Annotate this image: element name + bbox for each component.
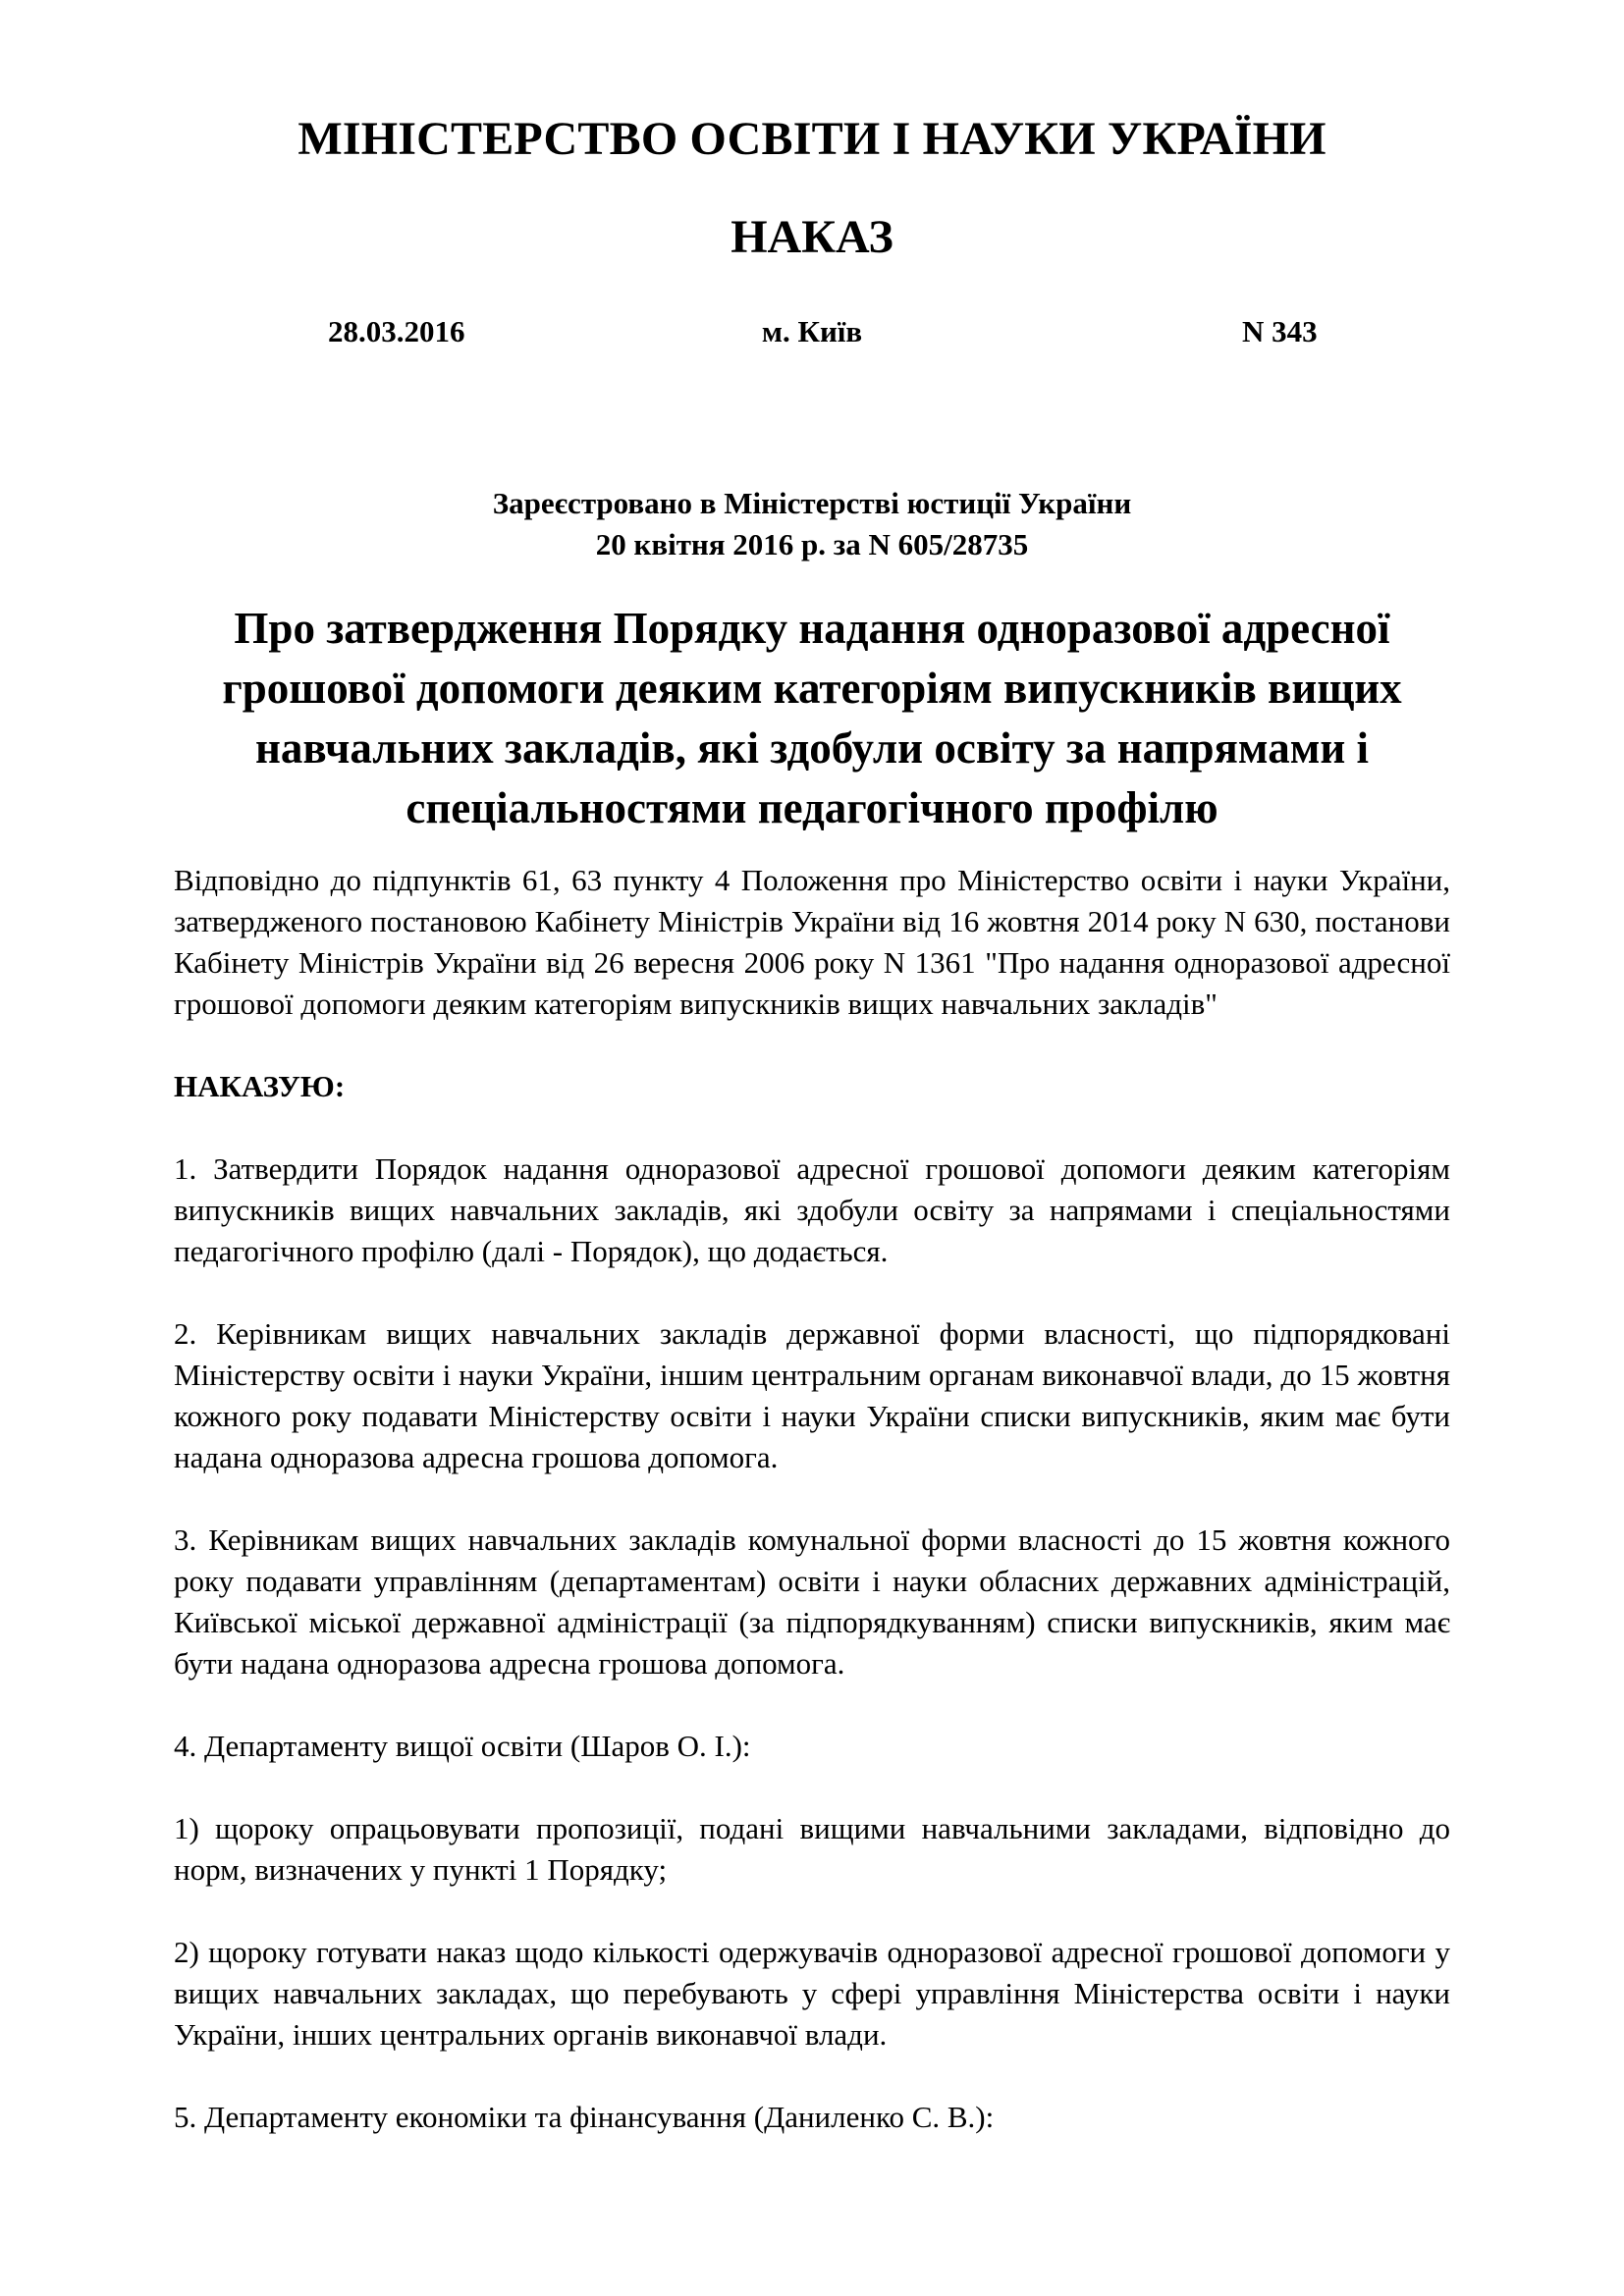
order-city: м. Київ <box>761 314 863 348</box>
registration-line-1: Зареєстровано в Міністерстві юстиції України <box>492 486 1132 520</box>
preamble-paragraph: Відповідно до підпунктів 61, 63 пункту 4 Положення про Міністерство освіти і науки України, затвердженого постановою Кабінету Міністрів України від 16 жовтня 2014 року N 630, постанови Кабінету Міністрів України від 26 вересня 2006 року N 1361 "Про надання одноразової адресної грошової допомоги деяким категоріям випускників вищих навчальних закладів" <box>174 863 1450 1021</box>
item-2-paragraph: 2. Керівникам вищих навчальних закладів державної форми власності, що підпорядковані Міністерству освіти і науки України, іншим центральним органам виконавчої влади, до 15 жовтня кожного року подавати Міністерству освіти і науки України списки випускників, яким має бути надана одноразова адресна грошова допомога. <box>174 1316 1450 1474</box>
order-word: НАКАЗУЮ: <box>174 1069 346 1103</box>
document-title: Про затвердження Порядку надання одноразової адресної грошової допомоги деяким категоріям випускників вищих навчальних закладів, які здобули освіту за напрямами і спеціальностями педагогічного профілю <box>222 604 1402 832</box>
item-1-paragraph: 1. Затвердити Порядок надання одноразової адресної грошової допомоги деяким категоріям випускників вищих навчальних закладів, які здобули освіту за напрямами і спеціальностями педагогічного профілю (далі - Порядок), що додається. <box>174 1151 1450 1268</box>
document-type-heading: НАКАЗ <box>731 211 893 263</box>
order-date: 28.03.2016 <box>328 314 465 348</box>
registration-note <box>0 483 1624 565</box>
item-4-2-paragraph: 2) щороку готувати наказ щодо кількості одержувачів одноразової адресної грошової допомоги у вищих навчальних закладах, що перебувають у сфері управління Міністерства освіти і науки України, інших центральних органів виконавчої влади. <box>174 1935 1450 2052</box>
item-4-1-paragraph: 1) щороку опрацьовувати пропозиції, подані вищими навчальними закладами, відповідно до норм, визначених у пункті 1 Порядку; <box>174 1811 1450 1887</box>
item-3-paragraph: 3. Керівникам вищих навчальних закладів комунальної форми власності до 15 жовтня кожного року подавати управлінням (департаментам) освіти і науки обласних державних адміністрацій, Київської міської державної адміністрації (за підпорядкуванням) списки випускників, яким має бути надана одноразова адресна грошова допомога. <box>174 1522 1450 1681</box>
registration-line-2: 20 квітня 2016 р. за N 605/28735 <box>595 527 1029 561</box>
item-5-paragraph: 5. Департаменту економіки та фінансування (Даниленко С. В.): <box>174 2100 995 2134</box>
order-number: N 343 <box>1242 314 1318 348</box>
ministry-heading: МІНІСТЕРСТВО ОСВІТИ І НАУКИ УКРАЇНИ <box>298 113 1326 165</box>
item-4-paragraph: 4. Департаменту вищої освіти (Шаров О. І.): <box>174 1729 751 1763</box>
document-body <box>174 860 1450 2179</box>
